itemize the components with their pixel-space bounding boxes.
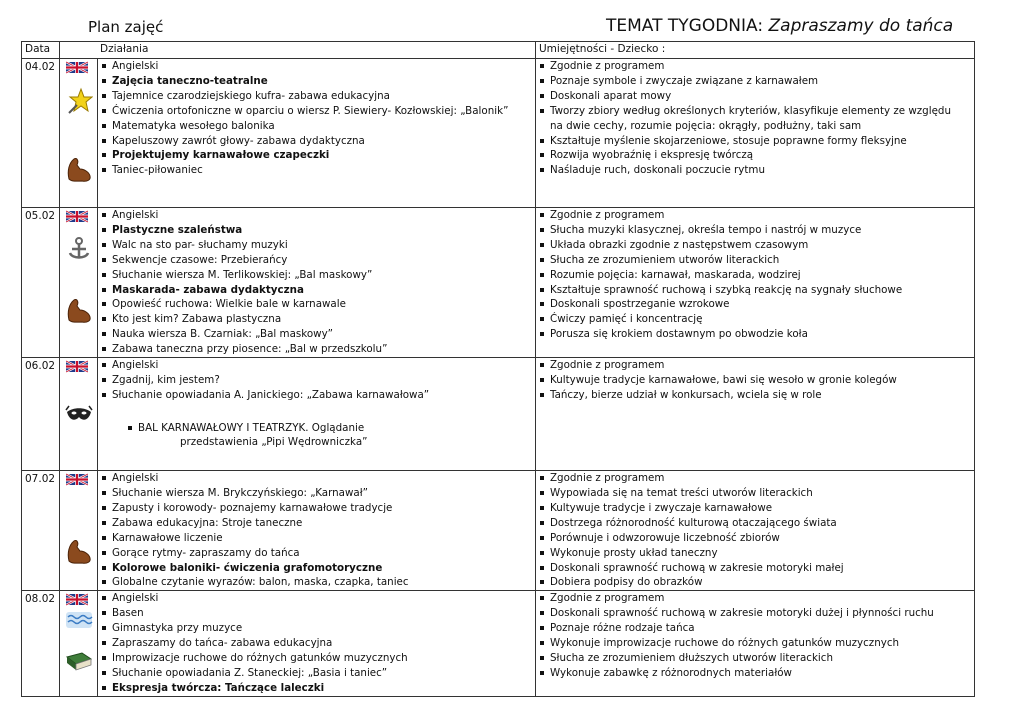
list-item: Kształtuje myślenie skojarzeniowe, stosuje poprawne formy fleksyjne: [550, 134, 974, 149]
list-item: Porusza się krokiem dostawnym po obwodzie koła: [550, 327, 974, 342]
list-item: Słucha ze zrozumieniem utworów literackich: [550, 253, 974, 268]
list-item: Zgodnie z programem: [550, 358, 974, 373]
table-header-row: [22, 42, 975, 59]
header-activities: Działania: [60, 42, 536, 59]
list-item-continuation: na dwie cechy, rozumie pojęcia: okrągły, podłużny, taki sam: [550, 119, 862, 132]
list-item: Angielski: [112, 358, 535, 373]
special-event: [98, 421, 535, 449]
day-skills: [536, 358, 975, 471]
day-skills: [536, 59, 975, 208]
special-event-detail: przedstawienia „Pipi Wędrowniczka”: [180, 435, 368, 448]
special-event-title: BAL KARNAWAŁOWY I TEATRZYK. Oglądanie: [138, 421, 535, 435]
list-item: Doskonali spostrzeganie wzrokowe: [550, 297, 974, 312]
list-item: Kto jest kim? Zabawa plastyczna: [112, 312, 535, 327]
list-item: Poznaje symbole i zwyczaje związane z karnawałem: [550, 74, 974, 89]
day-icons: [60, 358, 98, 471]
list-item: Doskonali aparat mowy: [550, 89, 974, 104]
list-item: Sekwencje czasowe: Przebierańcy: [112, 253, 535, 268]
day-date: 08.02: [22, 591, 60, 697]
list-item: Naśladuje ruch, doskonali poczucie rytmu: [550, 163, 974, 178]
list-item: Gimnastyka przy muzyce: [112, 621, 535, 636]
carnival-mask-icon: [65, 404, 93, 426]
day-row: [22, 591, 975, 697]
list-item: Tajemnice czarodziejskiego kufra- zabawa edukacyjna: [112, 89, 535, 104]
list-item: Słuchanie wiersza M. Terlikowskiej: „Bal maskowy”: [112, 268, 535, 283]
list-item: Zgodnie z programem: [550, 59, 974, 74]
day-skills: [536, 471, 975, 591]
list-item: Zgodnie z programem: [550, 208, 974, 223]
list-item: Doskonali sprawność ruchową w zakresie motoryki małej: [550, 561, 974, 576]
list-item: Ćwiczy pamięć i koncentrację: [550, 312, 974, 327]
day-activities: [98, 471, 536, 591]
list-item: Karnawałowe liczenie: [112, 531, 535, 546]
week-theme-label: TEMAT TYGODNIA:: [606, 16, 764, 36]
list-item: Taniec-piłowaniec: [112, 163, 535, 178]
day-activities: [98, 59, 536, 208]
day-date: 07.02: [22, 471, 60, 591]
list-item: Improwizacje ruchowe do różnych gatunków muzycznych: [112, 651, 535, 666]
list-item: Poznaje różne rodzaje tańca: [550, 621, 974, 636]
list-item: Zgodnie z programem: [550, 591, 974, 606]
day-activities: [98, 208, 536, 358]
list-item: Wykonuje improwizacje ruchowe do różnych gatunków muzycznych: [550, 636, 974, 651]
list-item: Angielski: [112, 591, 535, 606]
day-icons: [60, 591, 98, 697]
day-date: 04.02: [22, 59, 60, 208]
header-date: Data: [22, 42, 60, 59]
day-date: 05.02: [22, 208, 60, 358]
hand-icon: [63, 155, 93, 183]
list-item: Zabawa taneczna przy piosence: „Bal w przedszkolu”: [112, 342, 535, 357]
list-item: Kolorowe baloniki- ćwiczenia grafomotoryczne: [112, 561, 535, 576]
list-item: Słuchanie wiersza M. Brykczyńskiego: „Karnawał”: [112, 486, 535, 501]
list-item: Zgadnij, kim jestem?: [112, 373, 535, 388]
week-theme-title: [606, 16, 953, 36]
list-item: Tańczy, bierze udział w konkursach, wciela się w role: [550, 388, 974, 403]
list-item: Dostrzega różnorodność kulturową otaczającego świata: [550, 516, 974, 531]
water-waves-icon: [65, 611, 93, 629]
list-item: Nauka wiersza B. Czarniak: „Bal maskowy”: [112, 327, 535, 342]
list-item: Ćwiczenia ortofoniczne w oparciu o wiersz P. Siewiery- Kozłowskiej: „Balonik”: [112, 104, 535, 119]
day-activities: [98, 591, 536, 697]
day-activities: [98, 358, 536, 471]
list-item: Globalne czytanie wyrazów: balon, maska, czapka, taniec: [112, 575, 535, 590]
list-item: Angielski: [112, 471, 535, 486]
list-item: Tworzy zbiory według określonych kryteriów, klasyfikuje elementy ze względu: [550, 104, 974, 119]
list-item: Angielski: [112, 208, 535, 223]
list-item: Słucha ze zrozumieniem dłuższych utworów literackich: [550, 651, 974, 666]
list-item: Słucha muzyki klasycznej, określa tempo i nastrój w muzyce: [550, 223, 974, 238]
uk-flag-icon: [66, 210, 88, 223]
day-skills: [536, 208, 975, 358]
day-row: [22, 358, 975, 471]
list-item: Układa obrazki zgodnie z następstwem czasowym: [550, 238, 974, 253]
list-item: Wykonuje prosty układ taneczny: [550, 546, 974, 561]
list-item: Doskonali sprawność ruchową w zakresie motoryki dużej i płynności ruchu: [550, 606, 974, 621]
header-skills: Umiejętności - Dziecko :: [536, 42, 975, 59]
weekly-plan-table: [21, 41, 975, 697]
list-item: Opowieść ruchowa: Wielkie bale w karnawale: [112, 297, 535, 312]
day-row: [22, 471, 975, 591]
list-item: Walc na sto par- słuchamy muzyki: [112, 238, 535, 253]
list-item: Kształtuje sprawność ruchową i szybką reakcję na sygnały słuchowe: [550, 283, 974, 298]
plan-title: Plan zajęć: [88, 18, 164, 36]
list-item: Basen: [112, 606, 535, 621]
list-item: Zapraszamy do tańca- zabawa edukacyjna: [112, 636, 535, 651]
list-item: Rozumie pojęcia: karnawał, maskarada, wodzirej: [550, 268, 974, 283]
list-item: Porównuje i odwzorowuje liczebność zbiorów: [550, 531, 974, 546]
list-item: Zabawa edukacyjna: Stroje taneczne: [112, 516, 535, 531]
day-row: [22, 59, 975, 208]
anchor-icon: [66, 236, 92, 262]
week-theme-name: Zapraszamy do tańca: [768, 16, 954, 36]
list-item: Wykonuje zabawkę z różnorodnych materiałów: [550, 666, 974, 681]
day-row: [22, 208, 975, 358]
list-item: Dobiera podpisy do obrazków: [550, 575, 974, 590]
list-item: Gorące rytmy- zapraszamy do tańca: [112, 546, 535, 561]
magic-star-icon: [67, 87, 93, 115]
uk-flag-icon: [66, 360, 88, 373]
list-item: Maskarada- zabawa dydaktyczna: [112, 283, 535, 298]
list-item: Zajęcia taneczno-teatralne: [112, 74, 535, 89]
day-icons: [60, 59, 98, 208]
list-item: Kultywuje tradycje i zwyczaje karnawałowe: [550, 501, 974, 516]
day-icons: [60, 471, 98, 591]
list-item: Ekspresja twórcza: Tańczące laleczki: [112, 681, 535, 696]
list-item: Słuchanie opowiadania A. Janickiego: „Zabawa karnawałowa”: [112, 388, 535, 403]
list-item: Zapusty i korowody- poznajemy karnawałowe tradycje: [112, 501, 535, 516]
list-item: Rozwija wyobraźnię i ekspresję twórczą: [550, 148, 974, 163]
list-item: Plastyczne szaleństwa: [112, 223, 535, 238]
list-item: Kultywuje tradycje karnawałowe, bawi się wesoło w gronie kolegów: [550, 373, 974, 388]
uk-flag-icon: [66, 593, 88, 606]
day-date: 06.02: [22, 358, 60, 471]
uk-flag-icon: [66, 473, 88, 486]
book-icon: [64, 651, 94, 673]
list-item: Zgodnie z programem: [550, 471, 974, 486]
list-item: Angielski: [112, 59, 535, 74]
hand-icon: [63, 537, 93, 565]
list-item: Matematyka wesołego balonika: [112, 119, 535, 134]
list-item: Wypowiada się na temat treści utworów literackich: [550, 486, 974, 501]
uk-flag-icon: [66, 61, 88, 74]
list-item: Kapeluszowy zawrót głowy- zabawa dydaktyczna: [112, 134, 535, 149]
day-icons: [60, 208, 98, 358]
list-item: Projektujemy karnawałowe czapeczki: [112, 148, 535, 163]
day-skills: [536, 591, 975, 697]
hand-icon: [63, 296, 93, 324]
list-item: Słuchanie opowiadania Z. Staneckiej: „Basia i taniec”: [112, 666, 535, 681]
